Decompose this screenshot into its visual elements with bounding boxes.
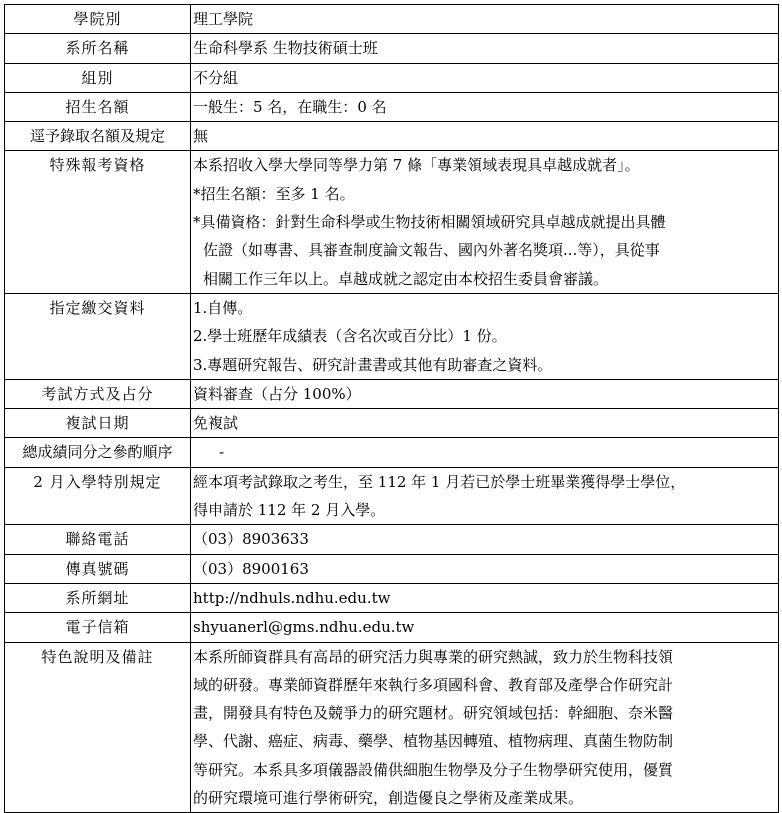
special-line: *招生名額：至多 1 名。 [193,184,355,203]
value-college: 理工學院 [191,5,779,34]
value-quota: 一般生：5 名，在職生：0 名 [191,92,779,121]
row-website [5,583,779,612]
value-group: 不分組 [191,63,779,92]
value-website: http://ndhuls.ndhu.edu.tw [191,583,779,612]
label-february: 2 月入學特別規定 [5,467,191,525]
notes-line: 學、代謝、癌症、病毒、藥學、植物基因轉殖、植物病理、真菌生物防制 [193,732,674,751]
value-retest: 免複試 [191,409,779,438]
value-documents [191,293,779,379]
february-line: 得申請於 112 年 2 月入學。 [193,501,386,520]
label-fax: 傳真號碼 [5,554,191,583]
row-deferred [5,122,779,151]
label-quota: 招生名額 [5,92,191,121]
label-exam: 考試方式及占分 [5,379,191,408]
special-line: 本系招收入學大學同等學力第 7 條「專業領域表現具卓越成就者」。 [193,156,640,175]
label-college: 學院別 [5,5,191,34]
label-email: 電子信箱 [5,613,191,642]
row-notes [5,642,779,813]
label-department: 系所名稱 [5,34,191,63]
special-line: *具備資格：針對生命科學或生物技術相關領域研究具卓越成就提出具體 [193,213,666,232]
notes-line: 畫，開發具有特色及競爭力的研究題材。研究領域包括：幹細胞、奈米醫 [193,704,674,723]
row-college [5,5,779,34]
row-fax [5,554,779,583]
special-line: 相關工作三年以上。卓越成就之認定由本校招生委員會審議。 [203,269,609,288]
documents-line: 3.專題研究報告、研究計畫書或其他有助審查之資料。 [193,355,553,374]
notes-line: 的研究環境可進行學術研究，創造優良之學術及產業成果。 [193,789,584,808]
notes-line: 本系所師資群具有高昂的研究活力與專業的研究熱誠，致力於生物科技領 [193,647,674,666]
special-line: 佐證（如專書、具審查制度論文報告、國內外著名獎項...等），具從事 [203,241,660,260]
label-website: 系所網址 [5,583,191,612]
value-department: 生命科學系 生物技術碩士班 [191,34,779,63]
value-phone: （03）8903633 [191,525,779,554]
row-exam [5,379,779,408]
label-documents: 指定繳交資料 [5,293,191,379]
row-department [5,34,779,63]
label-tiebreak: 總成績同分之參酌順序 [5,438,191,467]
row-retest [5,409,779,438]
row-email [5,613,779,642]
value-tiebreak: - [191,438,779,467]
documents-line: 1.自傳。 [193,298,253,317]
row-february [5,467,779,525]
value-february [191,467,779,525]
notes-line: 等研究。本系具多項儀器設備供細胞生物學及分子生物學研究使用，優質 [193,760,674,779]
label-deferred: 逕予錄取名額及規定 [5,122,191,151]
notes-line: 域的研發。專業師資群歷年來執行多項國科會、教育部及產學合作研究計 [193,675,674,694]
value-notes [191,642,779,813]
row-special [5,151,779,293]
row-quota [5,92,779,121]
label-notes: 特色說明及備註 [5,642,191,813]
value-exam: 資料審查（占分 100%） [191,379,779,408]
february-line: 經本項考試錄取之考生，至 112 年 1 月若已於學士班畢業獲得學士學位， [193,472,686,491]
admission-info-table [4,4,779,813]
row-tiebreak [5,438,779,467]
value-fax: （03）8900163 [191,554,779,583]
label-group: 組別 [5,63,191,92]
label-phone: 聯絡電話 [5,525,191,554]
row-phone [5,525,779,554]
documents-line: 2.學士班歷年成績表（含名次或百分比）1 份。 [193,327,507,346]
label-special: 特殊報考資格 [5,151,191,293]
row-group [5,63,779,92]
row-documents [5,293,779,379]
value-deferred: 無 [191,122,779,151]
value-email: shyuanerl@gms.ndhu.edu.tw [191,613,779,642]
label-retest: 複試日期 [5,409,191,438]
value-special [191,151,779,293]
